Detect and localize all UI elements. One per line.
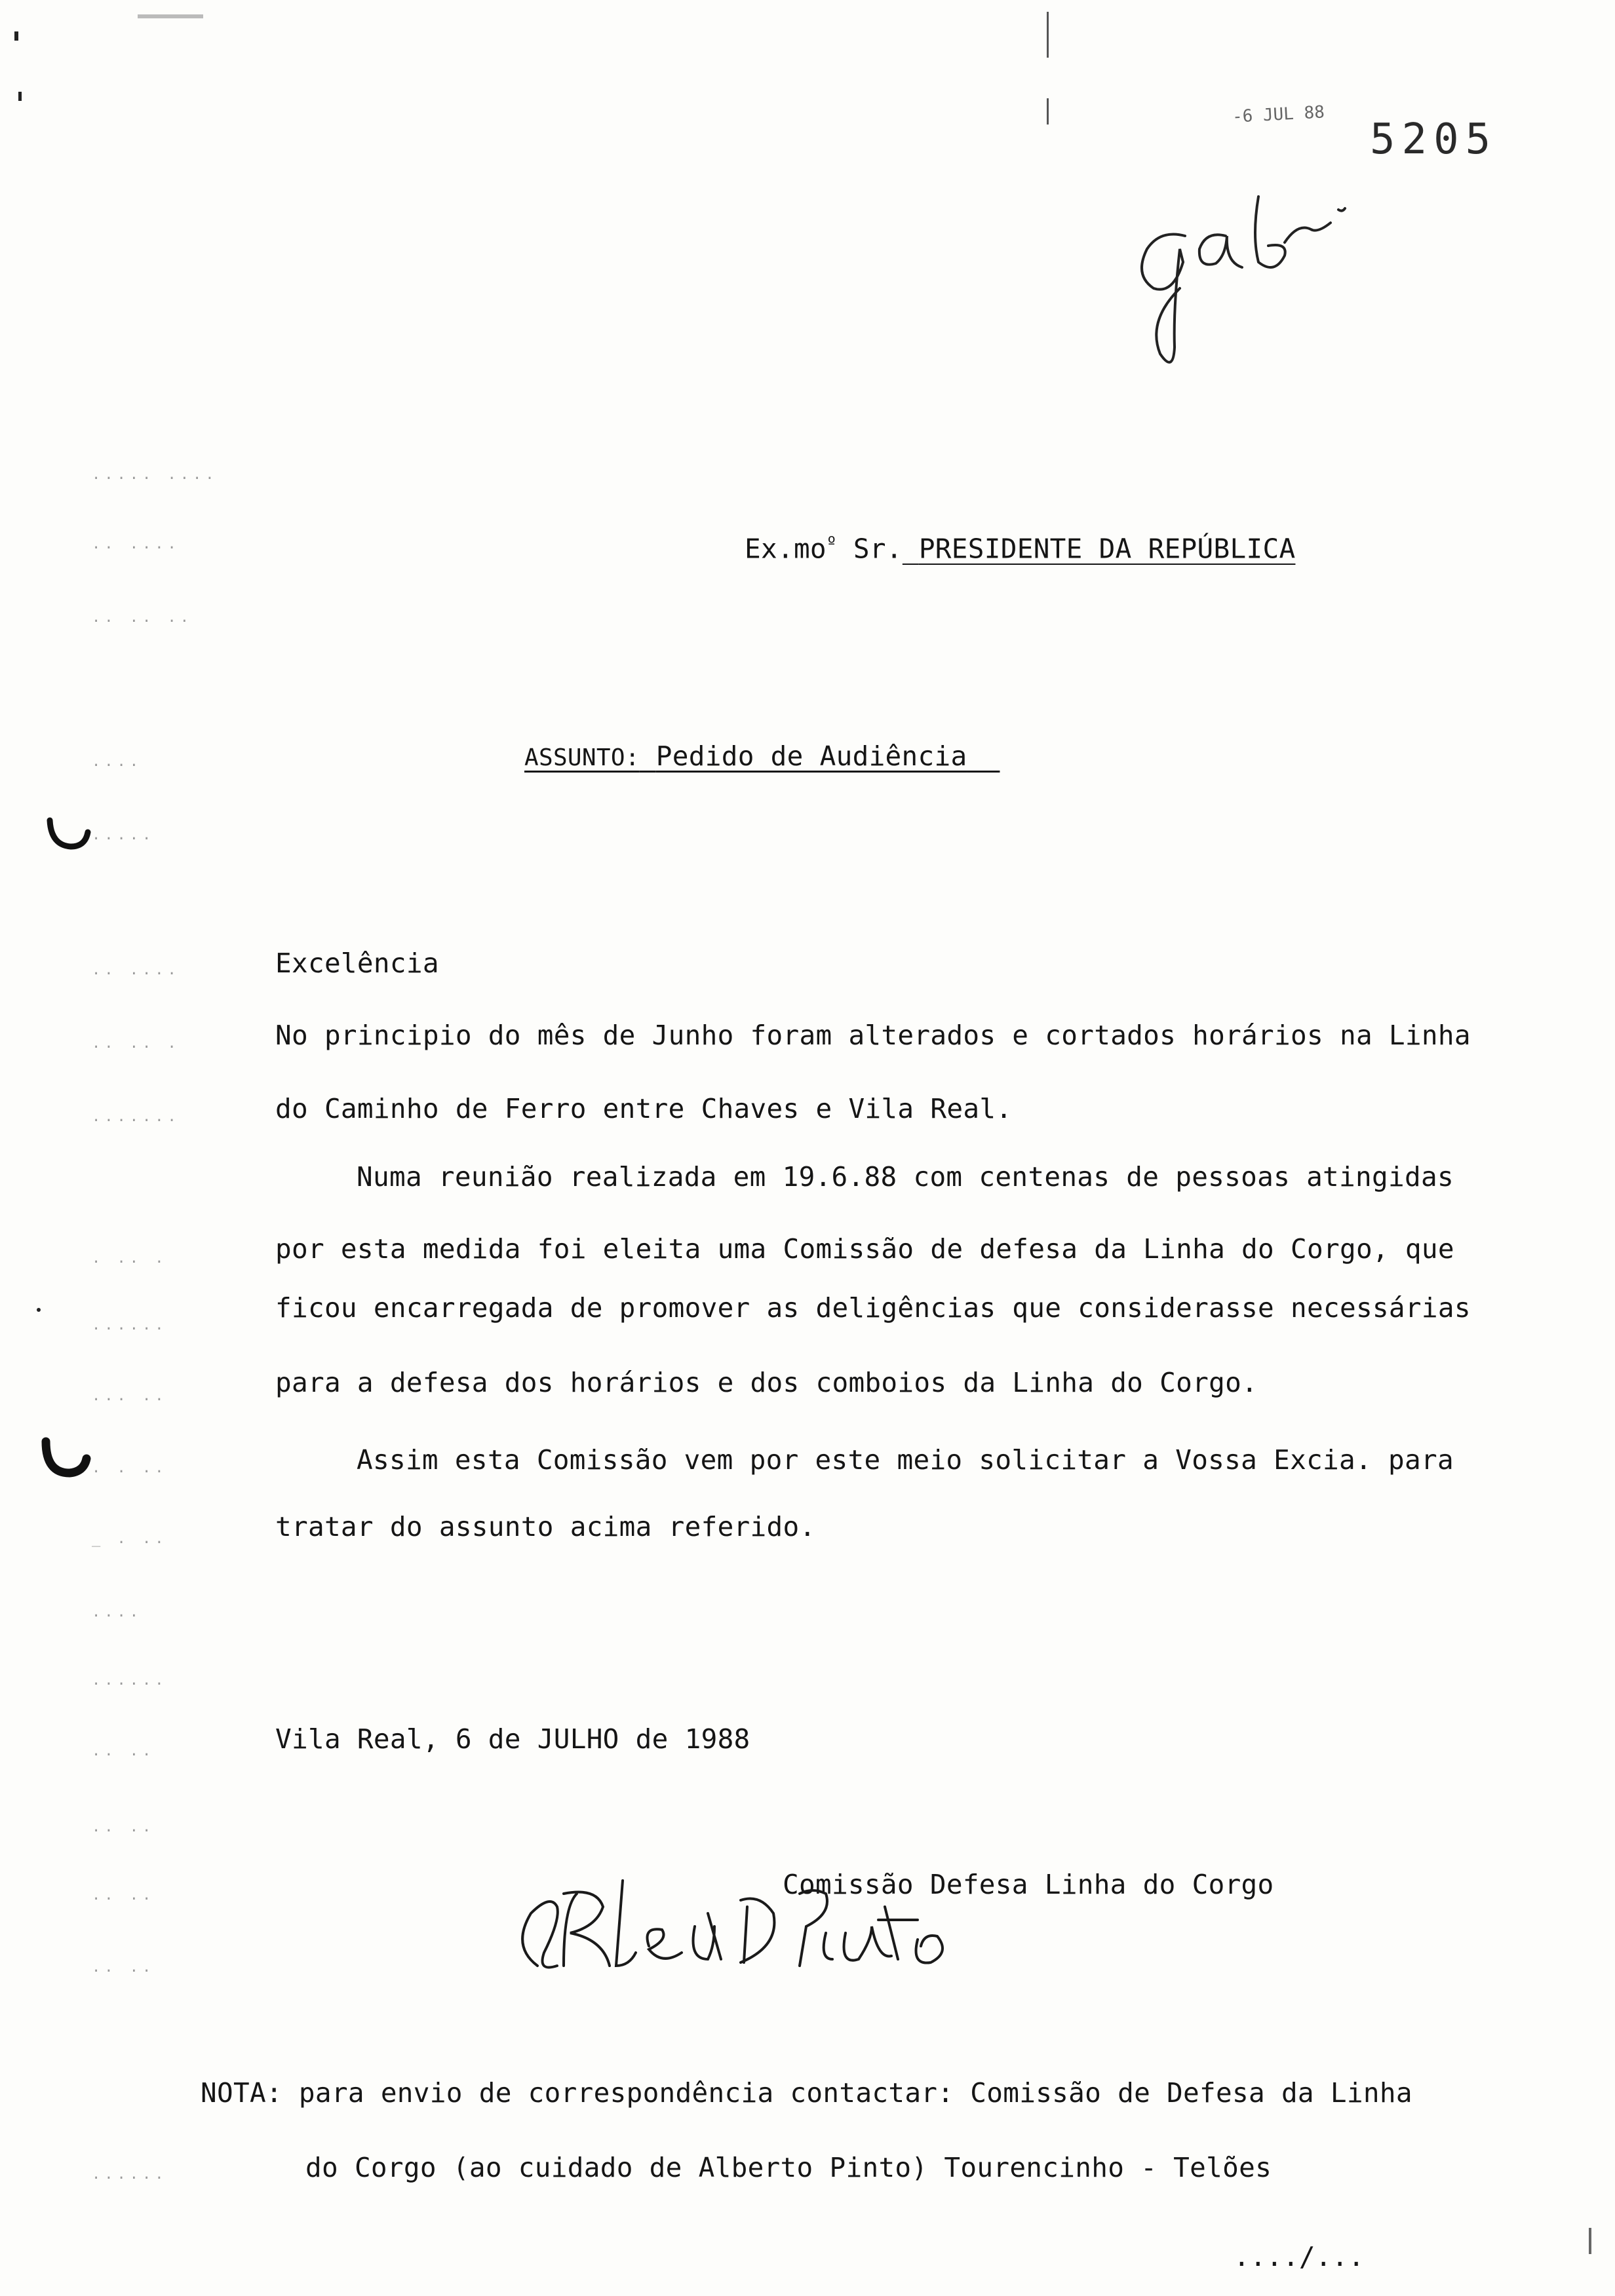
subject-line <box>524 740 1000 774</box>
scan-mark-left-1 <box>18 92 22 101</box>
margin-guide: .. .. <box>92 1819 155 1835</box>
scan-mark-left-3 <box>1047 98 1049 124</box>
margin-guide: .. .. <box>92 1959 155 1976</box>
margin-guide: _ . .. <box>92 1531 168 1547</box>
body-line: Assim esta Comissão vem por este meio solicitar a Vossa Excia. para <box>357 1444 1454 1476</box>
body-line: No principio do mês de Junho foram alterados e cortados horários na Linha <box>275 1020 1471 1051</box>
body-line: ficou encarregada de promover as deligências que considerasse necessárias <box>275 1292 1471 1324</box>
margin-guide: ....... <box>92 1109 180 1125</box>
reception-stamp-number: 5205 <box>1370 115 1498 164</box>
reception-stamp-date: -6 JUL 88 <box>1232 102 1325 127</box>
margin-guide: ...... <box>92 1672 168 1689</box>
margin-guide: .. .. . <box>92 1035 180 1052</box>
note-text-1: para envio de correspondência contactar: Comissão de Defesa da Linha <box>298 2077 1412 2109</box>
margin-guide: .. .. .. <box>92 609 193 626</box>
handwritten-annotation <box>1127 190 1363 380</box>
body-line: tratar do assunto acima referido. <box>275 1511 816 1542</box>
signature <box>498 1867 1022 1992</box>
scan-mark-bottom-right <box>1589 2228 1591 2254</box>
margin-guide: .. .... <box>92 962 180 978</box>
subject-label: ASSUNTO: <box>524 744 640 771</box>
note-line-1 <box>201 2077 1412 2109</box>
scan-mark-topleft-smudge <box>138 14 203 18</box>
continuation-marker: ..../... <box>1234 2241 1365 2272</box>
addressee-recipient: PRESIDENTE DA REPÚBLICA <box>918 533 1296 565</box>
margin-guide: ..... .... <box>92 467 218 483</box>
margin-guide: ..... <box>92 827 155 843</box>
body-line: do Caminho de Ferro entre Chaves e Vila Real. <box>275 1093 1013 1124</box>
margin-guide: .... <box>92 1604 142 1620</box>
date-line: Vila Real, 6 de JULHO de 1988 <box>275 1723 750 1755</box>
punch-hole-mark-1 <box>45 813 92 852</box>
scan-mark-left-2 <box>1047 12 1049 58</box>
subject-text: Pedido de Audiência <box>655 740 967 772</box>
scan-mark-top-left <box>14 31 18 41</box>
addressee-title: Sr. <box>853 533 903 565</box>
margin-guide: .. .. <box>92 1743 155 1759</box>
addressee-ordinal: º <box>826 533 837 553</box>
addressee-line <box>745 527 1295 565</box>
margin-guide: ...... <box>92 2166 168 2183</box>
margin-guide: ... .. <box>92 1388 168 1404</box>
margin-guide: .... <box>92 754 142 770</box>
punch-hole-mark-2 <box>41 1435 90 1478</box>
margin-guide: .. .... <box>92 536 180 552</box>
margin-guide: . . .. <box>92 1460 168 1476</box>
body-line: Numa reunião realizada em 19.6.88 com centenas de pessoas atingidas <box>357 1161 1454 1193</box>
note-line-2: do Corgo (ao cuidado de Alberto Pinto) Tourencinho - Telões <box>305 2152 1272 2183</box>
body-line: por esta medida foi eleita uma Comissão de defesa da Linha do Corgo, que <box>275 1233 1454 1265</box>
body-line: para a defesa dos horários e dos comboios da Linha do Corgo. <box>275 1367 1258 1398</box>
greeting: Excelência <box>275 947 439 979</box>
margin-guide: .. .. <box>92 1887 155 1904</box>
scan-dot-left <box>37 1308 41 1312</box>
margin-guide: . .. . <box>92 1250 168 1267</box>
margin-guide: ...... <box>92 1317 168 1333</box>
addressee-salutation: Ex.mo <box>745 533 827 565</box>
note-label: NOTA: <box>201 2077 282 2109</box>
signatory: Comissão Defesa Linha do Corgo <box>783 1869 1274 1900</box>
